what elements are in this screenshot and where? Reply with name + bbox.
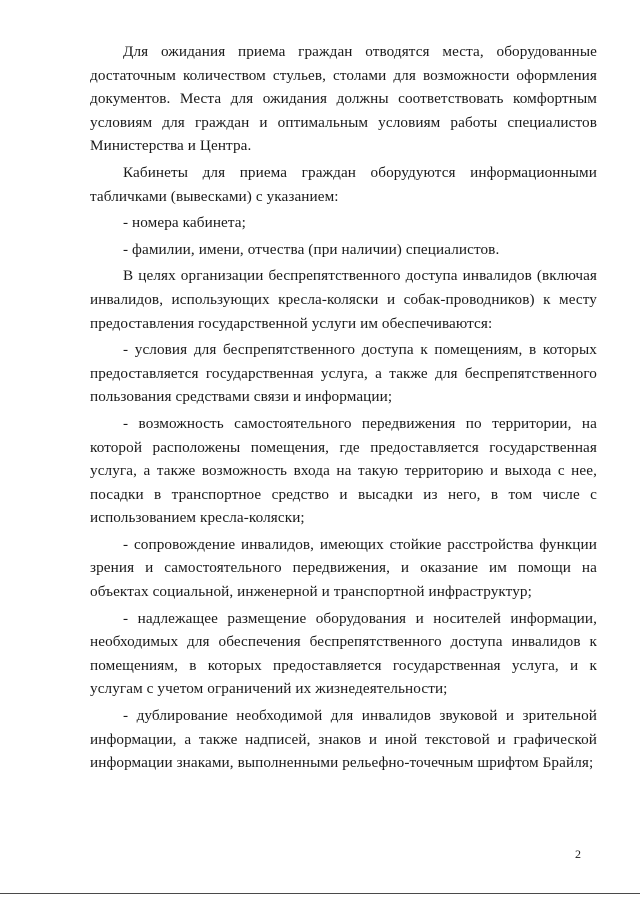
paragraph-accessibility-intro: В целях организации беспрепятственного доступа инвалидов (включая инвалидов, использующих кресла-коляски и собак-проводников) к месту предоставления государственной услуги им обеспечиваются: [90, 267, 597, 332]
list-item-independent-movement: - возможность самостоятельного передвижения по территории, на которой расположены помещения, где предоставляется государственная услуга, а также возможность входа на такую территорию и выхода с нее, посадки в транспортное средство и высадки из него, в том числе с использованием кресла-коляски; [90, 414, 597, 527]
list-item-office-number: - номера кабинета; [123, 214, 246, 232]
scan-edge-line [0, 893, 640, 894]
list-item-equipment-placement: - надлежащее размещение оборудования и носителей информации, необходимых для обеспечения беспрепятственного доступа инвалидов к помещениям, в которых предоставляется государственная услуга, и к услугам с учетом ограничений их жизнедеятельности; [90, 609, 597, 698]
list-item-access-conditions: - условия для беспрепятственного доступа к помещениям, в которых предоставляется государственная услуга, а также для беспрепятственного пользования средствами связи и информации; [90, 341, 597, 406]
page-number: 2 [575, 847, 581, 861]
paragraph-waiting-area: Для ожидания приема граждан отводятся места, оборудованные достаточным количеством стульев, столами для возможности оформления документов. Места для ожидания должны соответствовать комфортным условиям для граждан и оптимальным условиям работы специалистов Министерства и Центра. [90, 43, 597, 155]
list-item-specialist-names: - фамилии, имени, отчества (при наличии) специалистов. [123, 240, 500, 258]
list-item-escort: - сопровождение инвалидов, имеющих стойкие расстройства функции зрения и самостоятельного передвижения, и оказание им помощи на объектах социальной, инженерной и транспортной инфраструктур; [90, 535, 597, 601]
list-item-duplication: - дублирование необходимой для инвалидов звуковой и зрительной информации, а также надписей, знаков и иной текстовой и графической информации знаками, выполненными рельефно-точечным шрифтом Брайля; [90, 707, 597, 772]
paragraph-office-signs: Кабинеты для приема граждан оборудуются информационными табличками (вывесками) с указанием: [90, 163, 597, 205]
document-body [90, 40, 597, 778]
